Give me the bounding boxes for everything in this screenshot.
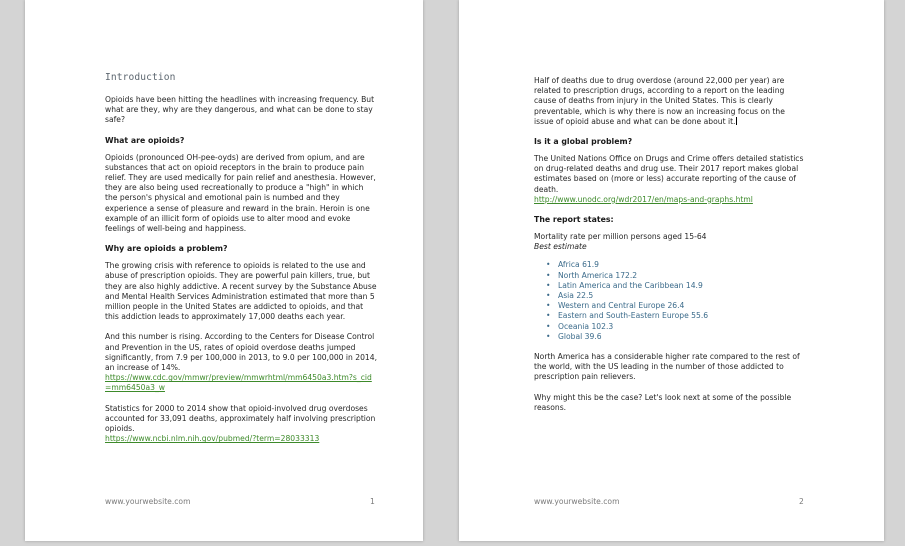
section-heading-why: Why are opioids a problem? — [105, 244, 228, 254]
list-item: • Asia 22.5 — [558, 291, 804, 301]
what-paragraph: Opioids (pronounced OH-pee-oyds) are derived from opium, and are substances that act on opioid receptors in the brain to produce pain relief. They are used medically for pain relief and anesthesia. However, they are also being used recreationally to produce a "high" in which the person's physical and emotional pain is numbed and they experience a sense of pleasure and reward in the brain. Heroin is one example of an illicit form of opioids use to alter mood and evoke feelings of well-being and happiness. — [105, 152, 376, 234]
list-item: • Africa 61.9 — [558, 260, 804, 270]
list-item: • North America 172.2 — [558, 271, 804, 281]
ncbi-link[interactable]: https://www.ncbi.nlm.nih.gov/pubmed/?term=28033313 — [105, 434, 320, 444]
page-2-body[interactable] — [534, 76, 804, 413]
list-item: • Global 39.6 — [558, 332, 804, 342]
document-page-2[interactable] — [459, 0, 884, 541]
list-item: • Oceania 102.3 — [558, 322, 804, 332]
half-paragraph — [534, 76, 804, 127]
list-item: • Eastern and South-Eastern Europe 55.6 — [558, 311, 804, 321]
text-cursor — [736, 117, 737, 125]
footer-website: www.yourwebsite.com — [534, 497, 620, 506]
global-paragraph: The United Nations Office on Drugs and Crime offers detailed statistics on drug-related deaths and drug use. Their 2017 report makes global estimates based on (more or less) accurate reporting of the cause of death. — [534, 154, 804, 194]
cdc-link[interactable]: https://www.cdc.gov/mmwr/preview/mmwrhtml/mm6450a3.htm?s_cid=mm6450a3_w — [105, 373, 372, 393]
half-text: Half of deaths due to drug overdose (around 22,000 per year) are related to prescription drugs, according to a report on the leading cause of deaths from injury in the United States. This is clearly preventable, which is why there is now an increasing focus on the issue of opioid abuse and what can be done about it. — [534, 76, 785, 126]
intro-paragraph: Opioids have been hitting the headlines with increasing frequency. But what are they, why are they dangerous, and what can be done to stay safe? — [105, 95, 375, 125]
mortality-label: Mortality rate per million persons aged 15-64 — [534, 232, 707, 242]
region-list — [534, 260, 804, 342]
stats-paragraph: Statistics for 2000 to 2014 show that opioid-involved drug overdoses accounted for 33,091 deaths, approximately half involving prescription opioids. — [105, 403, 376, 434]
section-heading-global: Is it a global problem? — [534, 137, 633, 147]
best-estimate-label: Best estimate — [534, 242, 587, 252]
page-number: 2 — [799, 497, 804, 506]
page-number: 1 — [370, 497, 375, 506]
section-heading-what: What are opioids? — [105, 135, 185, 145]
footer-website: www.yourwebsite.com — [105, 497, 191, 506]
rising-paragraph: And this number is rising. According to the Centers for Disease Control and Prevention in the US, rates of opioid overdose deaths jumped significantly, from 7.9 per 100,000 in 2013, to 9.0 per 100,000 in 2014, an increase of 14%. — [105, 332, 377, 373]
list-item: • Latin America and the Caribbean 14.9 — [558, 281, 804, 291]
page-1-body[interactable] — [105, 72, 377, 444]
why-case-paragraph: Why might this be the case? Let's look next at some of the possible reasons. — [534, 392, 792, 412]
unodc-link[interactable]: http://www.unodc.org/wdr2017/en/maps-and-graphs.html — [534, 194, 753, 204]
section-heading-report: The report states: — [534, 215, 614, 225]
list-item: • Western and Central Europe 26.4 — [558, 301, 804, 311]
why-paragraph: The growing crisis with reference to opioids is related to the use and abuse of prescription opioids. They are powerful pain killers, true, but they are also highly addictive. A recent survey by the Substance Abuse and Mental Health Services Administration estimated that more than 5 million people in the United States are addicted to opioids, and that this addiction leads to approximately 17,000 deaths each year. — [105, 261, 377, 322]
north-america-paragraph: North America has a considerable higher rate compared to the rest of the world, with the US leading in the number of those addicted to prescription pain relievers. — [534, 352, 800, 382]
document-page-1[interactable] — [25, 0, 423, 541]
page-heading: Introduction — [105, 72, 176, 83]
